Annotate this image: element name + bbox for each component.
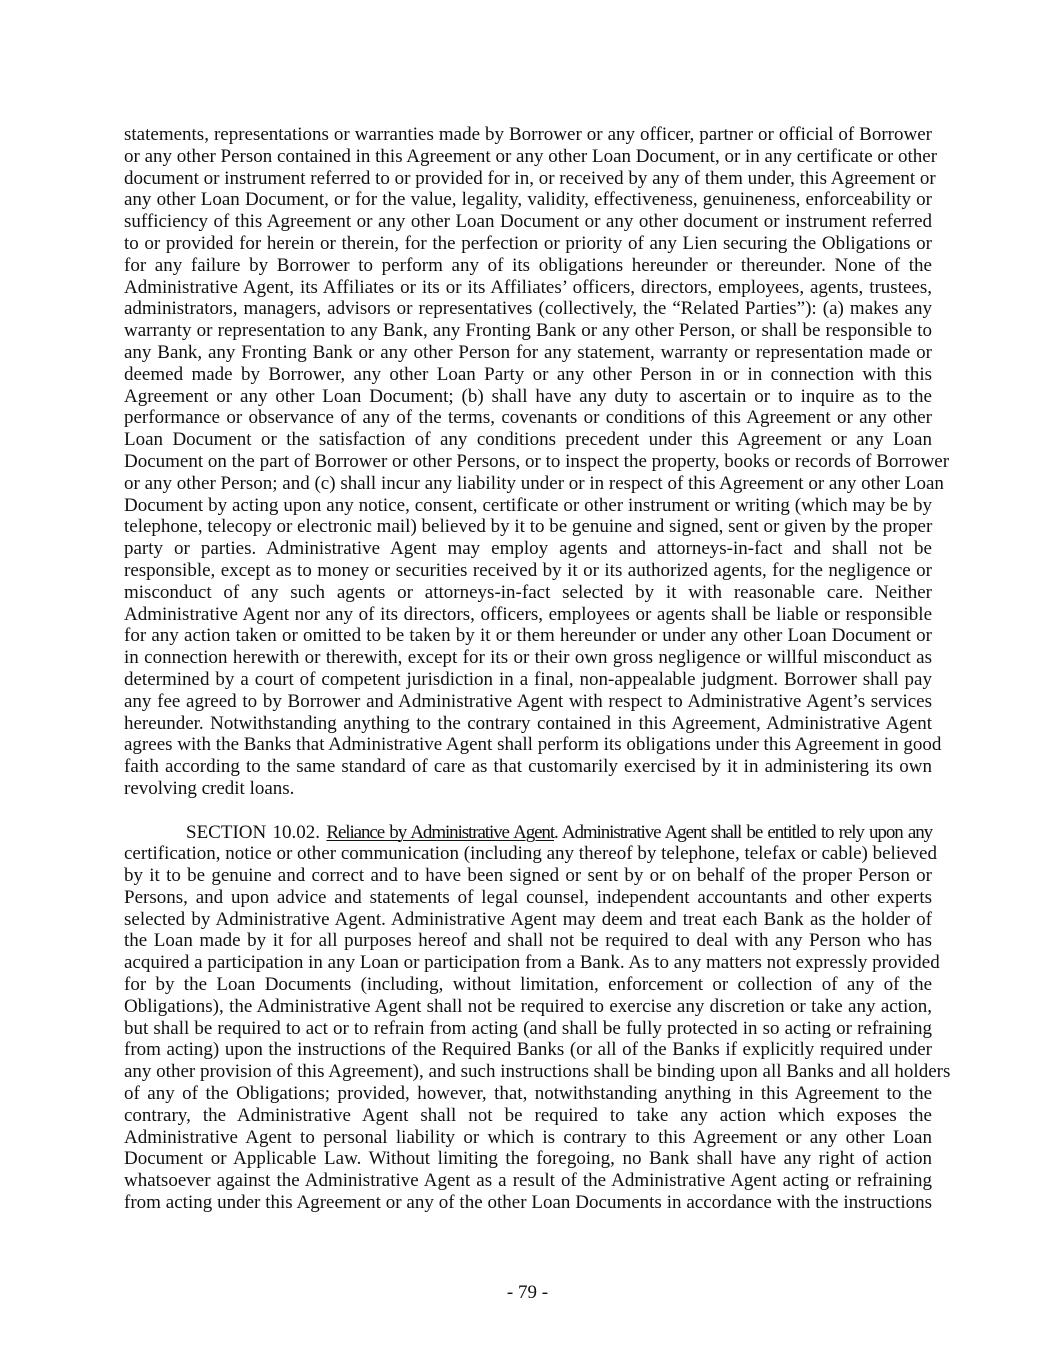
text-line: responsible, except as to money or securities received by it or its authorized agents, for the negligence or <box>124 559 932 581</box>
section-title: Reliance by Administrative Agent <box>326 821 555 843</box>
text-line: Administrative Agent nor any of its directors, officers, employees or agents shall be liable or responsible <box>124 603 932 625</box>
section-10-02 <box>124 821 951 1214</box>
text-line: Administrative Agent, its Affiliates or its or its Affiliates’ officers, directors, employees, agents, trustees, <box>124 276 932 298</box>
text-line: Administrative Agent to personal liability or which is contrary to this Agreement or any other Loan <box>124 1126 932 1148</box>
text-line: Loan Document or the satisfaction of any conditions precedent under this Agreement or any Loan <box>124 429 932 451</box>
text-line: but shall be required to act or to refrain from acting (and shall be fully protected in so acting or refraining <box>124 1017 932 1039</box>
section-heading-line <box>124 822 932 844</box>
text-line: faith according to the same standard of care as that customarily exercised by it in administering its own <box>124 756 932 778</box>
text-line: selected by Administrative Agent. Administrative Agent may deem and treat each Bank as the holder of <box>124 908 932 930</box>
text-line: Document by acting upon any notice, consent, certificate or other instrument or writing (which may be by <box>124 494 932 516</box>
text-line: determined by a court of competent jurisdiction in a final, non-appealable judgment. Borrower shall pay <box>124 668 932 690</box>
document-body <box>124 124 951 1236</box>
text-line: from acting) upon the instructions of the Required Banks (or all of the Banks if explicitly required under <box>124 1039 932 1061</box>
text-line: to or provided for herein or therein, for the perfection or priority of any Lien securing the Obligations or <box>124 232 932 254</box>
text-line: hereunder. Notwithstanding anything to the contrary contained in this Agreement, Administrative Agent <box>124 712 932 734</box>
section-heading-condensed <box>326 822 932 843</box>
text-line: or any other Person; and (c) shall incur any liability under or in respect of this Agreement or any other Loan <box>124 472 944 494</box>
text-line: certification, notice or other communication (including any thereof by telephone, telefax or cable) believed <box>124 843 937 865</box>
text-line: sufficiency of this Agreement or any other Loan Document or any other document or instrument referred <box>124 211 932 233</box>
text-line: in connection herewith or therewith, except for its or their own gross negligence or willful misconduct as <box>124 647 932 669</box>
text-line: by it to be genuine and correct and to have been signed or sent by or on behalf of the proper Person or <box>124 865 932 887</box>
text-line: for by the Loan Documents (including, without limitation, enforcement or collection of any of the <box>124 974 932 996</box>
text-line: whatsoever against the Administrative Agent as a result of the Administrative Agent acting or refraining <box>124 1170 932 1192</box>
page-number: - 79 - <box>506 1282 549 1303</box>
text-line: Document or Applicable Law. Without limiting the foregoing, no Bank shall have any right of action <box>124 1148 932 1170</box>
text-line: agrees with the Banks that Administrative Agent shall perform its obligations under this Agreement in good <box>124 734 942 756</box>
text-line: any other Loan Document, or for the value, legality, validity, effectiveness, genuineness, enforceability or <box>124 189 932 211</box>
text-line: performance or observance of any of the terms, covenants or conditions of this Agreement or any other <box>124 407 932 429</box>
text-line: warranty or representation to any Bank, any Fronting Bank or any other Person, or shall be responsible to <box>124 320 932 342</box>
section-lead-text: . Administrative Agent shall be entitled to rely upon any <box>554 821 932 843</box>
text-line: misconduct of any such agents or attorneys-in-fact selected by it with reasonable care. Neither <box>124 581 932 603</box>
text-line: Document on the part of Borrower or other Persons, or to inspect the property, books or records of Borrower <box>124 450 950 472</box>
text-line: deemed made by Borrower, any other Loan Party or any other Person in or in connection with this <box>124 363 932 385</box>
text-line: administrators, managers, advisors or representatives (collectively, the “Related Parties”): (a) makes any <box>124 298 932 320</box>
text-line: any other provision of this Agreement), and such instructions shall be binding upon all Banks and all holders <box>124 1061 951 1083</box>
text-line: contrary, the Administrative Agent shall not be required to take any action which exposes the <box>124 1104 932 1126</box>
text-line: Agreement or any other Loan Document; (b) shall have any duty to ascertain or to inquire as to the <box>124 385 932 407</box>
text-line: revolving credit loans. <box>124 777 295 799</box>
text-line: any fee agreed to by Borrower and Administrative Agent with respect to Administrative Agent’s services <box>124 690 932 712</box>
text-line: any Bank, any Fronting Bank or any other Person for any statement, warranty or representation made or <box>124 341 932 363</box>
section-number: SECTION 10.02. <box>186 821 321 843</box>
text-line: for any action taken or omitted to be taken by it or them hereunder or under any other Loan Document or <box>124 625 932 647</box>
text-line: Obligations), the Administrative Agent shall not be required to exercise any discretion or take any action, <box>124 995 932 1017</box>
text-line: or any other Person contained in this Agreement or any other Loan Document, or in any certificate or other <box>124 145 938 167</box>
text-line: the Loan made by it for all purposes hereof and shall not be required to deal with any Person who has <box>124 930 932 952</box>
text-line: of any of the Obligations; provided, however, that, notwithstanding anything in this Agreement to the <box>124 1083 932 1105</box>
text-line: from acting under this Agreement or any of the other Loan Documents in accordance with the instructions <box>124 1192 932 1214</box>
text-line: party or parties. Administrative Agent may employ agents and attorneys-in-fact and shall not be <box>124 538 932 560</box>
text-line: for any failure by Borrower to perform any of its obligations hereunder or thereunder. None of the <box>124 254 932 276</box>
text-line: document or instrument referred to or provided for in, or received by any of them under, this Agreement or <box>124 167 936 189</box>
paragraph-related-parties <box>124 124 950 800</box>
text-line: acquired a participation in any Loan or participation from a Bank. As to any matters not expressly provided <box>124 952 940 974</box>
text-line: Persons, and upon advice and statements of legal counsel, independent accountants and other experts <box>124 886 932 908</box>
text-line: telephone, telecopy or electronic mail) believed by it to be genuine and signed, sent or given by the proper <box>124 516 933 538</box>
text-line: statements, representations or warranties made by Borrower or any officer, partner or official of Borrower <box>124 124 932 145</box>
